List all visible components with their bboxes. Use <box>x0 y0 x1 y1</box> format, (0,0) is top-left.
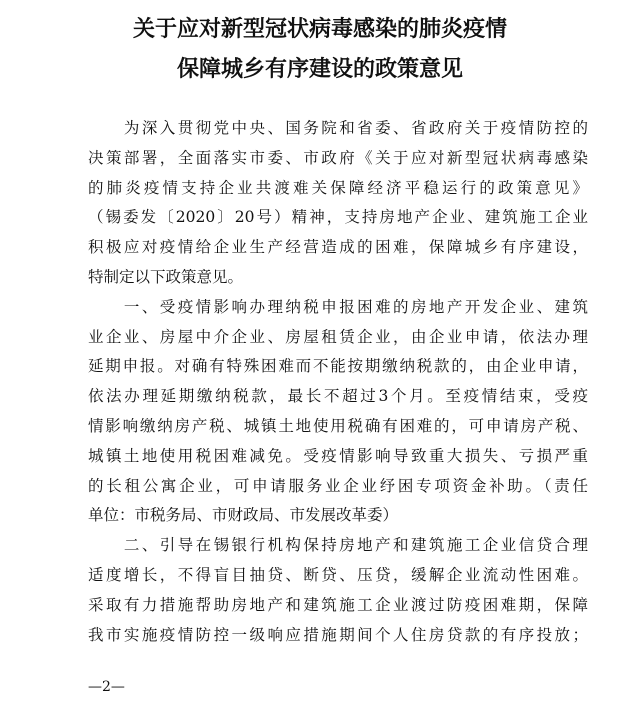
body-line: 一、受疫情影响办理纳税申报困难的房地产开发企业、建筑 <box>88 297 588 316</box>
body-line: 单位：市税务局、市财政局、市发展改革委） <box>88 506 399 525</box>
body-line: 城镇土地使用税困难减免。受疫情影响导致重大损失、亏损严重 <box>88 446 588 465</box>
body-line: 依法办理延期缴纳税款，最长不超过3个月。至疫情结束，受疫 <box>88 387 588 406</box>
document-title-line-1: 关于应对新型冠状病毒感染的肺炎疫情 <box>132 16 507 42</box>
body-line: 积极应对疫情给企业生产经营造成的困难，保障城乡有序建设， <box>88 238 588 257</box>
body-line: 适度增长，不得盲目抽贷、断贷、压贷，缓解企业流动性困难。 <box>88 565 588 584</box>
body-line: 采取有力措施帮助房地产和建筑施工企业渡过防疫困难期，保障 <box>88 595 588 614</box>
document-title-line-2: 保障城乡有序建设的政策意见 <box>176 56 463 82</box>
body-line: （锡委发〔2020〕20号）精神，支持房地产企业、建筑施工企业 <box>88 208 588 227</box>
body-line: 特制定以下政策意见。 <box>88 267 244 286</box>
body-line: 延期申报。对确有特殊困难而不能按期缴纳税款的，由企业申请， <box>88 357 588 376</box>
body-line: 的长租公寓企业，可申请服务业企业纾困专项资金补助。（责任 <box>88 476 588 495</box>
body-line: 业企业、房屋中介企业、房屋租赁企业，由企业申请，依法办理 <box>88 327 588 346</box>
body-line: 的肺炎疫情支持企业共渡难关保障经济平稳运行的政策意见》 <box>88 178 588 197</box>
page-number: —2— <box>88 679 125 695</box>
body-line: 情影响缴纳房产税、城镇土地使用税确有困难的，可申请房产税、 <box>88 416 588 435</box>
body-line: 为深入贯彻党中央、国务院和省委、省政府关于疫情防控的 <box>88 119 588 137</box>
body-line: 二、引导在锡银行机构保持房地产和建筑施工企业信贷合理 <box>88 536 588 555</box>
body-line: 决策部署，全面落实市委、市政府《关于应对新型冠状病毒感染 <box>88 148 588 167</box>
body-line: 我市实施疫情防控一级响应措施期间个人住房贷款的有序投放； <box>88 625 588 644</box>
document-body <box>88 114 588 650</box>
